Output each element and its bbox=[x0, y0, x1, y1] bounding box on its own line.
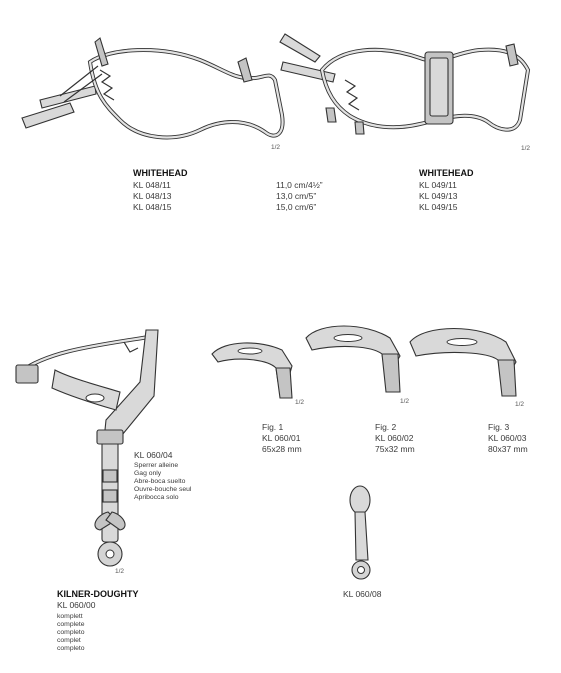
kilner-doughty-gag-illustration bbox=[16, 330, 158, 566]
whitehead-gag-b-illustration bbox=[280, 34, 528, 134]
whitehead-gag-a-illustration bbox=[22, 38, 283, 137]
product-code: KL 049/11 bbox=[419, 180, 457, 190]
key-illustration bbox=[350, 486, 370, 579]
gag-only-label: Ouvre-bouche seul bbox=[134, 486, 192, 493]
gag-only-label: Gag only bbox=[134, 470, 162, 477]
gag-only-label: Abre-boca suelto bbox=[134, 478, 186, 485]
product-code: KL 060/00 bbox=[57, 600, 96, 610]
product-code: KL 049/15 bbox=[419, 202, 458, 212]
blade-fig-label: Fig. 2 bbox=[375, 422, 397, 432]
scale-label: 1/2 bbox=[295, 399, 305, 406]
product-name-whitehead-b: WHITEHEAD bbox=[419, 168, 474, 178]
complete-label: completo bbox=[57, 629, 85, 636]
blade-code: KL 060/02 bbox=[375, 433, 414, 443]
size-label: 11,0 cm/4½” bbox=[276, 180, 323, 190]
blade-fig-label: Fig. 3 bbox=[488, 422, 510, 432]
product-code: KL 048/11 bbox=[133, 180, 171, 190]
blade-code: KL 060/01 bbox=[262, 433, 301, 443]
key-code: KL 060/08 bbox=[343, 589, 382, 599]
blade-fig1-illustration bbox=[212, 343, 292, 398]
size-label: 13,0 cm/5” bbox=[276, 191, 317, 201]
complete-label: completo bbox=[57, 645, 85, 652]
product-code: KL 049/13 bbox=[419, 191, 458, 201]
scale-label: 1/2 bbox=[400, 398, 410, 405]
size-label: 15,0 cm/6” bbox=[276, 202, 317, 212]
product-code: KL 048/13 bbox=[133, 191, 172, 201]
complete-label: complet bbox=[57, 637, 81, 644]
blade-size: 75x32 mm bbox=[375, 444, 415, 454]
product-name-kilner-doughty: KILNER-DOUGHTY bbox=[57, 589, 139, 599]
scale-label: 1/2 bbox=[515, 401, 525, 408]
blade-fig3-illustration bbox=[410, 329, 516, 397]
scale-label: 1/2 bbox=[115, 568, 125, 575]
complete-label: komplett bbox=[57, 613, 83, 620]
blade-fig2-illustration bbox=[306, 326, 400, 392]
scale-label: 1/2 bbox=[521, 145, 531, 152]
gag-only-code: KL 060/04 bbox=[134, 450, 173, 460]
complete-label: complete bbox=[57, 621, 85, 628]
blade-size: 65x28 mm bbox=[262, 444, 302, 454]
product-name-whitehead-a: WHITEHEAD bbox=[133, 168, 188, 178]
product-code: KL 048/15 bbox=[133, 202, 172, 212]
gag-only-label: Apribocca solo bbox=[134, 494, 179, 501]
blade-code: KL 060/03 bbox=[488, 433, 527, 443]
blade-size: 80x37 mm bbox=[488, 444, 528, 454]
blade-fig-label: Fig. 1 bbox=[262, 422, 284, 432]
gag-only-label: Sperrer alleine bbox=[134, 462, 179, 469]
scale-label: 1/2 bbox=[271, 144, 281, 151]
